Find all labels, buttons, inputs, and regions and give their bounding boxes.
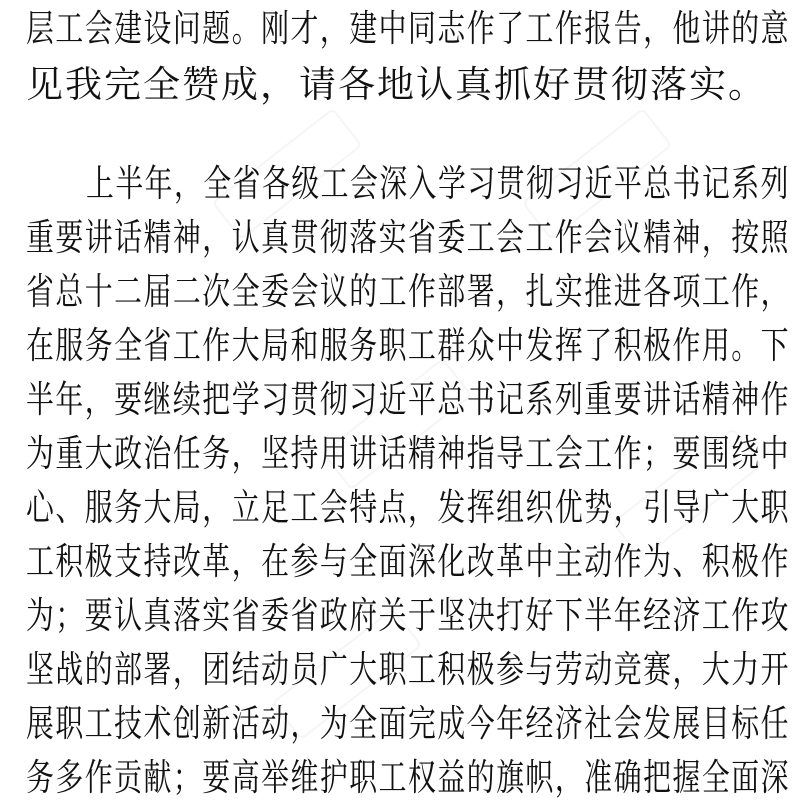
- text-line: 工积极支持改革，在参与全面深化改革中主动作为、积极作: [26, 540, 790, 583]
- text-line: 务多作贡献；要高举维护职工权益的旗帜，准确把握全面深: [26, 756, 790, 799]
- text-line: 坚战的部署，团结动员广大职工积极参与劳动竞赛，大力开: [26, 648, 790, 691]
- text-line: 半年，要继续把学习贯彻习近平总书记系列重要讲话精神作: [26, 378, 790, 421]
- text-line: 心、服务大局，立足工会特点，发挥组织优势，引导广大职: [26, 486, 790, 529]
- text-line: 省总十二届二次全委会议的工作部署，扎实推进各项工作，: [26, 270, 790, 313]
- text-line: 重要讲话精神，认真贯彻落实省委工会工作会议精神，按照: [26, 216, 790, 259]
- text-line: 在服务全省工作大局和服务职工群众中发挥了积极作用。下: [26, 324, 790, 367]
- text-line: 为重大政治任务，坚持用讲话精神指导工会工作；要围绕中: [26, 432, 790, 475]
- text-line: 层工会建设问题。刚才，建中同志作了工作报告，他讲的意: [26, 7, 790, 50]
- text-line: 见我完全赞成，请各地认真抓好贯彻落实。: [26, 63, 767, 106]
- text-line: 为；要认真落实省委省政府关于坚决打好下半年经济工作攻: [26, 594, 790, 637]
- text-line: 展职工技术创新活动，为全面完成今年经济社会发展目标任: [26, 702, 790, 745]
- text-line: 上半年，全省各级工会深入学习贯彻习近平总书记系列: [86, 162, 790, 205]
